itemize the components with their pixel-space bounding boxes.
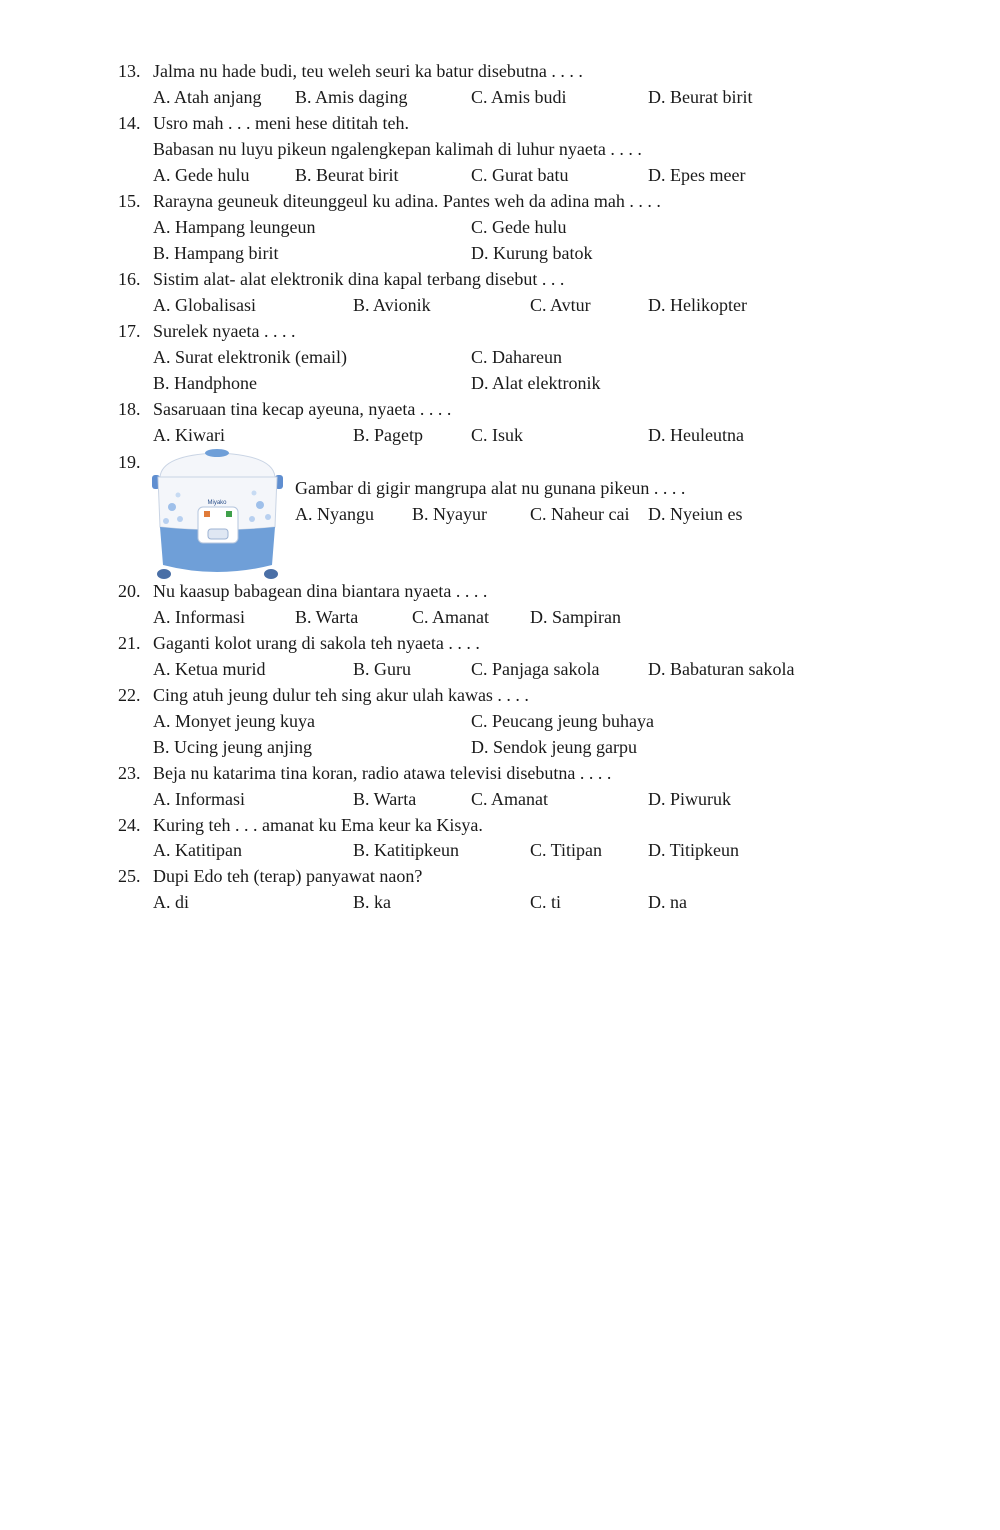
option-b: B. Pagetp xyxy=(353,425,423,445)
question-number: 17. xyxy=(118,321,141,341)
option-c: C. Panjaga sakola xyxy=(471,659,600,679)
option-d: D. Sendok jeung garpu xyxy=(471,737,637,757)
option-a: A. Atah anjang xyxy=(153,87,262,107)
option-c: C. Naheur cai xyxy=(530,504,630,524)
question-text: Gaganti kolot urang di sakola teh nyaeta . . . . xyxy=(153,633,480,653)
option-d: D. Piwuruk xyxy=(648,789,732,809)
option-a: A. Katitipan xyxy=(153,840,242,860)
option-b: B. Beurat birit xyxy=(295,165,399,185)
question-text: Cing atuh jeung dulur teh sing akur ulah kawas . . . . xyxy=(153,685,529,705)
option-a: A. Kiwari xyxy=(153,425,225,445)
question-number: 20. xyxy=(118,581,141,601)
option-c: C. Gede hulu xyxy=(471,217,567,237)
option-a: A. Hampang leungeun xyxy=(153,217,316,237)
question-text: Rarayna geuneuk diteunggeul ku adina. Pantes weh da adina mah . . . . xyxy=(153,191,661,211)
option-b: B. ka xyxy=(353,892,391,912)
question-text: Jalma nu hade budi, teu weleh seuri ka batur disebutna . . . . xyxy=(153,61,583,81)
question-number: 16. xyxy=(118,269,141,289)
question-text: Gambar di gigir mangrupa alat nu gunana pikeun . . . . xyxy=(295,478,686,498)
question-text: Surelek nyaeta . . . . xyxy=(153,321,296,341)
option-d: D. Epes meer xyxy=(648,165,746,185)
question-number: 14. xyxy=(118,113,141,133)
option-c: C. Titipan xyxy=(530,840,603,860)
option-c: C. Amis budi xyxy=(471,87,567,107)
option-a: A. Informasi xyxy=(153,607,245,627)
option-c: C. Isuk xyxy=(471,425,524,445)
option-a: A. Nyangu xyxy=(295,504,374,524)
option-d: D. Babaturan sakola xyxy=(648,659,795,679)
option-a: A. di xyxy=(153,892,189,912)
option-c: C. Gurat batu xyxy=(471,165,569,185)
question-text: Nu kaasup babagean dina biantara nyaeta . . . . xyxy=(153,581,488,601)
option-d: D. Helikopter xyxy=(648,295,747,315)
option-b: B. Warta xyxy=(353,789,417,809)
option-a: A. Surat elektronik (email) xyxy=(153,347,347,367)
option-d: D. Heuleutna xyxy=(648,425,744,445)
option-d: D. Titipkeun xyxy=(648,840,740,860)
option-d: D. Beurat birit xyxy=(648,87,753,107)
option-d: D. na xyxy=(648,892,687,912)
question-number: 18. xyxy=(118,399,141,419)
brand-logo: Miyako xyxy=(207,500,227,506)
question-number: 19. xyxy=(118,452,141,472)
option-a: A. Ketua murid xyxy=(153,659,266,679)
option-a: A. Monyet jeung kuya xyxy=(153,711,315,731)
option-b: B. Nyayur xyxy=(412,504,487,524)
option-c: C. Dahareun xyxy=(471,347,562,367)
question-number: 25. xyxy=(118,866,141,886)
question-text: Sasaruaan tina kecap ayeuna, nyaeta . . . . xyxy=(153,399,452,419)
option-a: A. Gede hulu xyxy=(153,165,250,185)
option-d: D. Nyeiun es xyxy=(648,504,743,524)
question-text: Sistim alat- alat elektronik dina kapal terbang disebut . . . xyxy=(153,269,565,289)
option-d: D. Alat elektronik xyxy=(471,373,601,393)
option-b: B. Amis daging xyxy=(295,87,408,107)
option-b: B. Avionik xyxy=(353,295,431,315)
question-number: 13. xyxy=(118,61,141,81)
option-b: B. Hampang birit xyxy=(153,243,279,263)
option-b: B. Ucing jeung anjing xyxy=(153,737,312,757)
question-number: 22. xyxy=(118,685,141,705)
option-c: C. Avtur xyxy=(530,295,591,315)
question-number: 23. xyxy=(118,763,141,783)
option-c: C. Amanat xyxy=(471,789,548,809)
question-number: 15. xyxy=(118,191,141,211)
option-c: C. ti xyxy=(530,892,562,912)
question-text: Beja nu katarima tina koran, radio atawa televisi disebutna . . . . xyxy=(153,763,612,783)
question-number: 21. xyxy=(118,633,141,653)
question-text-continued: Babasan nu luyu pikeun ngalengkepan kalimah di luhur nyaeta . . . . xyxy=(153,139,642,159)
option-d: D. Sampiran xyxy=(530,607,621,627)
option-b: B. Handphone xyxy=(153,373,257,393)
option-a: A. Globalisasi xyxy=(153,295,256,315)
option-c: C. Peucang jeung buhaya xyxy=(471,711,654,731)
question-text: Dupi Edo teh (terap) panyawat naon? xyxy=(153,866,423,886)
option-b: B. Guru xyxy=(353,659,411,679)
question-text: Usro mah . . . meni hese dititah teh. xyxy=(153,113,409,133)
rice-cooker-image xyxy=(150,447,285,580)
option-a: A. Informasi xyxy=(153,789,245,809)
option-d: D. Kurung batok xyxy=(471,243,593,263)
question-number: 24. xyxy=(118,815,141,835)
option-c: C. Amanat xyxy=(412,607,489,627)
question-text: Kuring teh . . . amanat ku Ema keur ka Kisya. xyxy=(153,815,483,835)
option-b: B. Katitipkeun xyxy=(353,840,459,860)
option-b: B. Warta xyxy=(295,607,359,627)
